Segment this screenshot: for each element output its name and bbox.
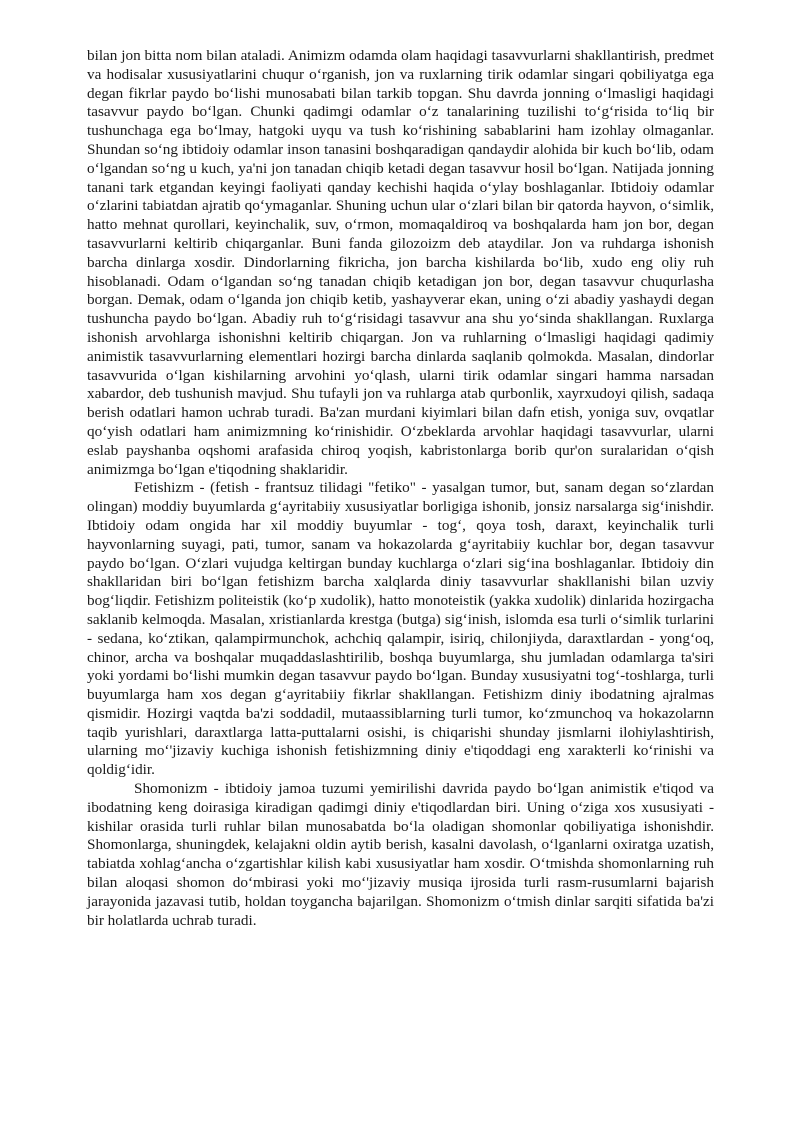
body-text <box>87 47 714 930</box>
paragraph-fetishizm: Fetishizm - (fetish - frantsuz tilidagi "fetiko" - yasalgan tumor, but, sanam degan so‘zlardan olingan) moddiy buyumlarda g‘ayritabiiy xususiyatlar borligiga ishonib, jonsiz narsalarga sig‘inishdir. Ibtidoiy odam ongida har xil moddiy buyumlar - tog‘, qoya tosh, daraxt, keyinchalik turli hayvonlarning suyagi, pati, tumor, sanam va hokazolarda g‘ayritabiiy kuchlar bor, degan tasavvur paydo bo‘lgan. O‘zlari vujudga keltirgan bunday kuchlarga o‘zlari sig‘ina boshlaganlar. Ibtidoiy din shakllaridan biri bo‘lgan fetishizm barcha xalqlarda diniy tasavvurlar shakllanishi bilan uzviy bog‘liqdir. Fetishizm politeistik (ko‘p xudolik), hatto monoteistik (yakka xudolik) dinlarida hozirgacha saklanib kelmoqda. Masalan, xristianlarda krestga (butga) sig‘inish, islomda esa turli o‘simlik turlarini - sedana, ko‘ztikan, qalampirmunchok, achchiq qalampir, isiriq, chilonjiyda, daraxtlardan - yong‘oq, chinor, archa va boshqalar muqaddaslashtirilib, boshqa buyumlarga, shu jumladan odamlarga ta'siri yoki yordami bo‘lishi mumkin degan tasavvur paydo bo‘lgan. Bunday xususiyatni tog‘-toshlarga, turli buyumlarga ham xos degan g‘ayritabiiy fikrlar shakllangan. Fetishizm diniy ibodatning ajralmas qismidir. Hozirgi vaqtda ba'zi soddadil, mutaassiblarning turli tumor, ko‘zmunchoq va hokazolarnn taqib yurishlari, daraxtlarga latta-puttalarni osishi, is chiqarishi shunday jismlarni ilohiylashtirish, ularning mo‘'jizaviy kuchiga ishonish fetishizmning diniy e'tiqoddagi eng xarakterli ko‘rinishi va qoldig‘idir. <box>87 479 714 779</box>
paragraph-shomonizm: Shomonizm - ibtidoiy jamoa tuzumi yemirilishi davrida paydo bo‘lgan animistik e'tiqod va ibodatning keng doirasiga kiradigan qadimgi diniy e'tiqodlardan biri. Uning o‘ziga xos xususiyati - kishilar orasida turli ruhlar bilan munosabatda bo‘la oladigan shomonlar qobiliyatiga ishonishdir. Shomonlarga, shuningdek, kelajakni oldin aytib berish, kasalni davolash, o‘lganlarni oxiratga uzatish, tabiatda xohlag‘ancha o‘zgartishlar kilish kabi xususiyatlar ham xosdir. O‘tmishda shomonlarning ruh bilan aloqasi shomon do‘mbirasi yoki mo‘'jizaviy musiqa ijrosida turli rasm-rusumlarni bajarish jarayonida jazavasi tutib, holdan toygancha bajarilgan. Shomonizm o‘tmish dinlar sarqiti sifatida ba'zi bir holatlarda uchrab turadi. <box>87 780 714 929</box>
paragraph-animizm: bilan jon bitta nom bilan ataladi. Animizm odamda olam haqidagi tasavvurlarni shakllantirish, predmet va hodisalar xususiyatlarini chuqur o‘rganish, jon va ruxlarning tirik odamlar singari qobiliyatga ega degan fikrlar paydo bo‘lishi munosabati bilan tarkib topgan. Shu davrda jonning o‘lmasligi haqidagi tasavvur paydo bo‘lgan. Chunki qadimgi odamlar o‘z tanalarining tuzilishi to‘g‘risida to‘liq bir tushunchaga ega bo‘lmay, hatgoki uyqu va tush ko‘rishining sabablarini ham izohlay olmaganlar. Shundan so‘ng ibtidoiy odamlar inson tanasini boshqaradigan qandaydir alohida bir kuch bo‘lib, odam o‘lgandan so‘ng u kuch, ya'ni jon tanadan chiqib ketadi degan tasavvur hosil bo‘lgan. Natijada jonning tanani tark etgandan keyingi faoliyati qanday kechishi haqida o‘ylay boshlaganlar. Ibtidoiy odamlar o‘zlarini tabiatdan ajratib qo‘ymaganlar. Shuning uchun ular o‘zlari bilan bir qatorda hayvon, o‘simlik, hatto mehnat qurollari, keyinchalik, suv, o‘rmon, momaqaldiroq va boshqalarda ham jon bor, degan tasavvurlarni keltirib chiqarganlar. Buni fanda gilozoizm deb ataydilar. Jon va ruhdarga ishonish barcha dinlarga xosdir. Dindorlarning fikricha, jon barcha kishilarda bo‘lib, xudo eng oliy ruh hisoblanadi. Odam o‘lgandan so‘ng tanadan chiqib ketadigan jon bor, degan tasavvur chuqurlasha borgan. Demak, odam o‘lganda jon chiqib ketib, yashayverar ekan, uning o‘zi abadiy yashaydi degan tushuncha paydo bo‘lgan. Abadiy ruh to‘g‘risidagi tasavvur ana shu yo‘sinda shakllangan. Ruxlarga ishonish arvohlarga ishonishni keltirib chiqargan. Jon va ruhlarning o‘lmasligi haqidagi qadimiy animistik tasavvurlarning elementlari hozirgi barcha dinlarda saqlanib qolmokda. Masalan, dindorlar tasavvurida o‘lgan kishilarning arvohini yo‘qlash, ularni tirik odamlar singari hamma narsadan xabardor, deb tushunish mavjud. Shu tufayli jon va ruhlarga atab qurbonlik, xayrxudoyi qilish, sadaqa berish odatlari hamon uchrab turadi. Ba'zan murdani kiyimlari bilan dafn etish, yoniga suv, ovqatlar qo‘yish odatlari ham animizmning ko‘rinishidir. O‘zbeklarda arvohlar haqidagi tasavvurlar, ularni eslab payshanba oqshomi arafasida chiroq yoqish, kabristonlarga borib qur'on suralaridan o‘qish animizmga bo‘lgan e'tiqodning shaklaridir. <box>87 47 714 478</box>
